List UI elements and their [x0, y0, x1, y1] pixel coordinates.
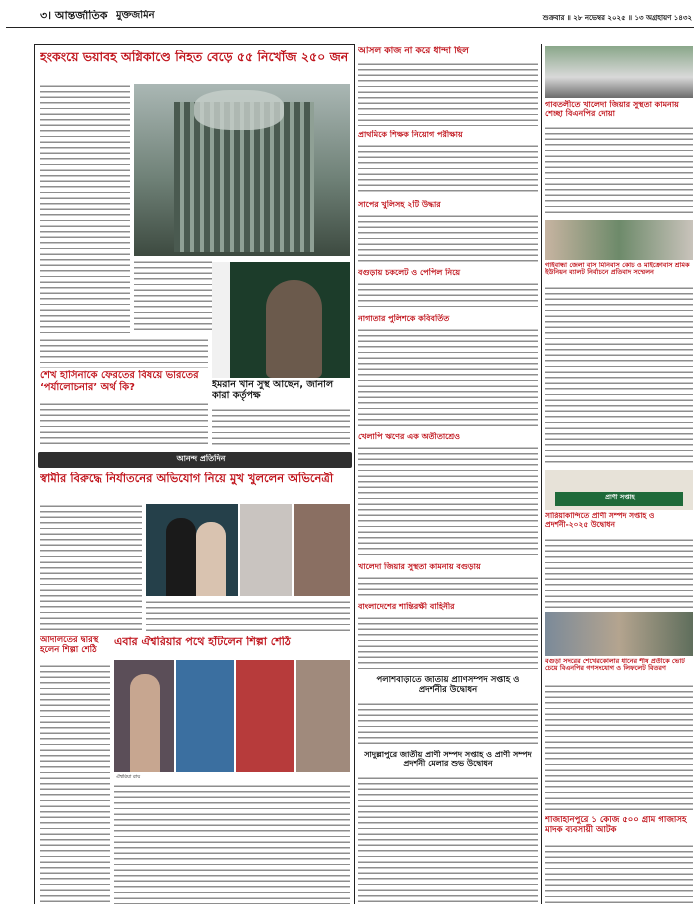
right-photo-1 — [545, 46, 693, 98]
right-body-1 — [545, 126, 693, 216]
mid-body-10 — [358, 776, 538, 904]
hk-article-body-3 — [40, 338, 208, 368]
actress-photo-2 — [240, 504, 292, 596]
banner-text: প্রাণী সপ্তাহ — [605, 494, 635, 501]
hasina-headline: শেখ হাসিনাকে ফেরতের বিষয়ে ভারতের ‘পর্যালোচনার’ অর্থ কি? — [40, 370, 199, 393]
mid-h3: সাপের খুলিসহ ২টি উদ্ধার — [358, 200, 441, 209]
event-banner — [555, 492, 683, 506]
mid-body-7 — [358, 576, 538, 598]
middle-column-divider — [354, 44, 355, 904]
mid-h10: সাদুল্লাপুরে জাতীয় প্রাণী সম্পদ সপ্তাহ ও প্রাণী সম্পদ প্রদর্শনী মেলার শুভ উদ্বোধন — [364, 750, 532, 769]
left-page-top-rule — [34, 44, 354, 45]
mid-h6: খেলাপি ঋণের এক অতীতাশ্রেও — [358, 432, 461, 441]
mid-h2: প্রাথমিকে শিক্ষক নিয়োগ পরীক্ষায় — [358, 130, 463, 139]
shilpa-photo-2 — [236, 660, 294, 772]
portrait-shape — [130, 674, 160, 772]
aishwarya-headline: এবার ঐশ্বরিয়ার পথে হাঁটলেন শিল্পা শেঠি — [114, 636, 291, 648]
right-photo-4 — [545, 612, 693, 656]
shilpa-article-body — [40, 664, 110, 904]
figure-shape-2 — [196, 522, 226, 596]
mid-h8: বাংলাদেশের শান্তিরক্ষী বাহিনীর — [358, 602, 455, 611]
flag-stripe — [212, 262, 230, 378]
mid-h9: পলাশবাড়ীতে জাতীয় প্রাণিসম্পদ সপ্তাহ ও প্রদর্শনীর উদ্বোধন — [376, 676, 520, 695]
right-h1: গাবতলীতে খালেদা জিয়ার সুস্থতা কামনায় শেচ্ছা বিএনপির দোয়া — [545, 100, 679, 119]
imran-photo — [212, 262, 350, 378]
portrait-shape — [266, 280, 322, 378]
mid-h7: খালেদা জিয়ার সুস্থতা কামনায় বগুড়ায় — [358, 562, 481, 571]
aishwarya-photo — [114, 660, 174, 772]
right-column-divider — [541, 44, 542, 904]
actress-photo-1 — [146, 504, 238, 596]
right-photo-3 — [545, 470, 693, 510]
right-h5: শাজাহানপুরে ১ কেজি ৫০০ গ্রাম গাজাসহ মাদক ব্যবসায়ী আটক — [545, 816, 687, 835]
hk-headline: হংকংয়ে ভয়াবহ অগ্নিকাণ্ডে নিহত বেড়ে ৫৫ নিখোঁজ ২৫০ জন — [40, 50, 349, 64]
shilpa-photo-3 — [296, 660, 350, 772]
mid-h4: বগুড়ায় চকলেট ও পেপিল নিয়ে — [358, 268, 461, 277]
mid-body-4 — [358, 282, 538, 310]
right-photo-2 — [545, 220, 693, 260]
right-h3: সারিয়াকান্দিতে প্রাণী সম্পদ সপ্তাহ ও প্রদর্শনী-২০২৫ উদ্বোধন — [545, 512, 655, 529]
actress-headline: স্বামীর বিরুদ্ধে নির্যাতনের অভিযোগ নিয়ে মুখ খুললেন অভিনেত্রী — [40, 472, 334, 485]
page-label: ৩। আন্তর্জাতিক — [40, 10, 108, 22]
actress-article-body — [40, 504, 142, 632]
figure-shape — [166, 518, 196, 596]
dateline: শুক্রবার ॥ ২৮ নভেম্বর ২০২৫ ॥ ১৩ অগ্রহায়ণ ১৪৩২ — [542, 14, 692, 22]
hk-fire-photo — [134, 84, 350, 256]
right-body-2 — [545, 286, 693, 466]
aishwarya-article-body — [114, 784, 350, 904]
aishwarya-caption: ঐশ্বরিয়া রায় — [116, 774, 141, 780]
right-body-4 — [545, 684, 693, 812]
mid-body-8 — [358, 616, 538, 672]
mid-body-1 — [358, 62, 538, 126]
mid-body-3 — [358, 214, 538, 264]
hasina-article-body — [40, 402, 208, 446]
mid-body-9 — [358, 702, 538, 746]
smoke-shape — [194, 90, 284, 130]
right-body-3 — [545, 538, 693, 608]
ananda-banner — [38, 452, 352, 468]
left-column-border — [34, 44, 35, 904]
ananda-banner-title: আনন্দ প্রতিদিন — [176, 454, 226, 463]
mid-body-5 — [358, 328, 538, 428]
actress-article-body-2 — [146, 600, 350, 632]
masthead — [6, 6, 694, 28]
shilpa-headline: আদালতের দ্বারস্থ হলেন শিল্পা শেঠি — [40, 636, 99, 655]
mid-body-6 — [358, 446, 538, 558]
paper-name: মুক্তজমিন — [116, 10, 155, 21]
mid-h5: নাগাতার পুলিশকে কবিবর্তিত — [358, 314, 450, 323]
hk-article-body — [40, 84, 130, 334]
right-h2: গাইবান্ধা জেলা বাস মিনিবাস কোচ ও মাইক্রোবাস শ্রমিক ইউনিয়ন ব্যালট নির্বাচনে প্রতিবাদ সম্মেলন — [545, 262, 690, 277]
right-h4: বগুড়া সদরের শেখেরকোলার ধানের শীষ প্রতীকে ভোট চেয়ে বিএনপির গণসংযোগ ও লিফলেট বিতরণ — [545, 658, 685, 673]
imran-article-body — [212, 408, 350, 446]
right-body-5 — [545, 844, 693, 904]
actress-photo-3 — [294, 504, 350, 596]
mid-body-2 — [358, 144, 538, 196]
hk-article-body-2 — [134, 260, 212, 334]
imran-headline: ইমরান খান সুস্থ আছেন, জানাল কারা কর্তৃপক্ষ — [212, 380, 334, 401]
mid-h1: আসল কাজ না করে ধান্দা ছিল — [358, 46, 469, 56]
shilpa-photo-1 — [176, 660, 234, 772]
